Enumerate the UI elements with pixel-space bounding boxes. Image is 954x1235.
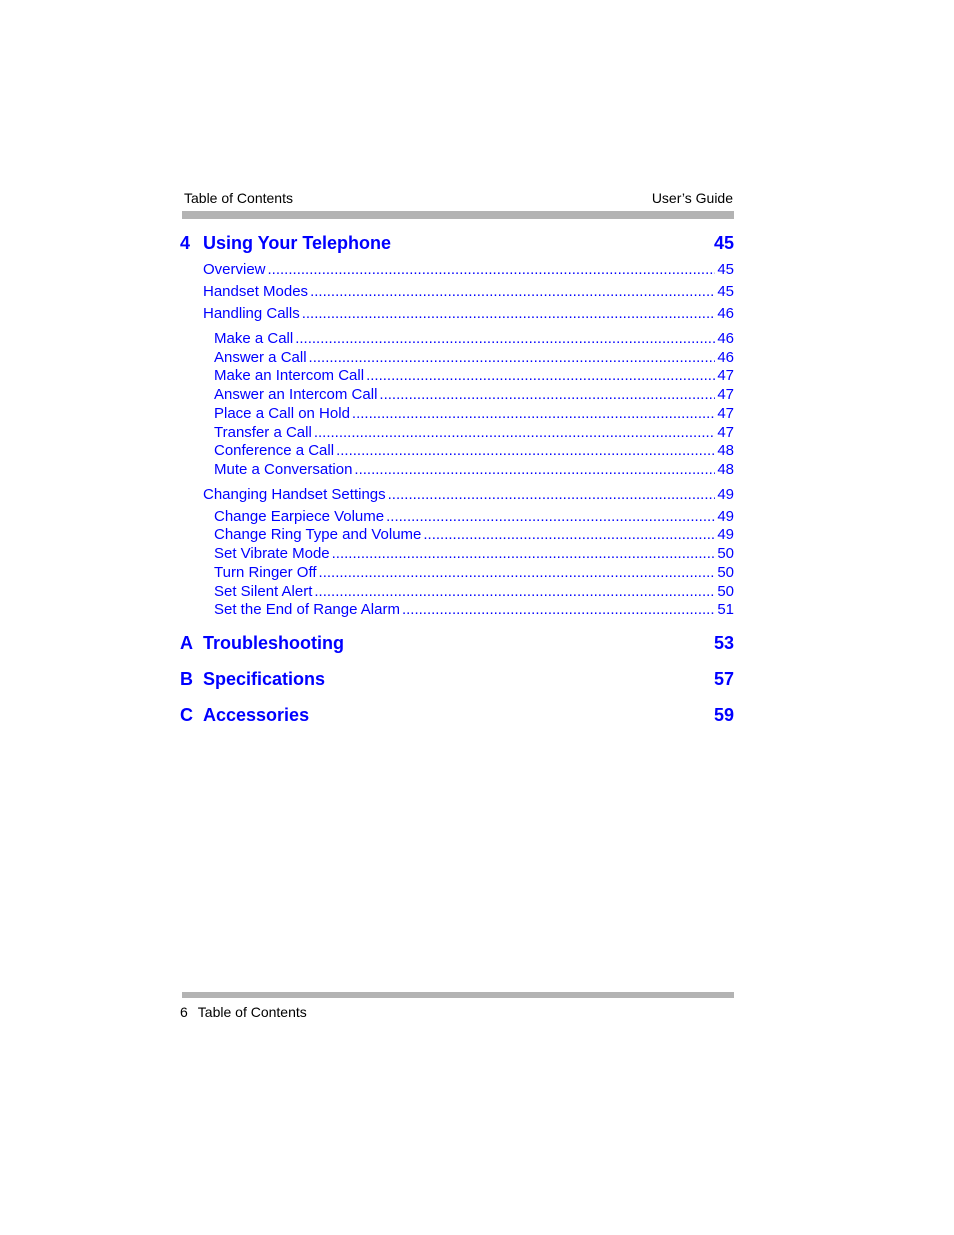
entry-title: Turn Ringer Off xyxy=(214,564,317,581)
entry-title: Conference a Call xyxy=(214,442,335,459)
dot-leader xyxy=(402,601,715,619)
entry-page: 50 xyxy=(717,545,734,562)
dot-leader xyxy=(386,508,715,526)
chapter-title: Troubleshooting xyxy=(203,633,344,653)
toc-entry-conference-a-call[interactable] xyxy=(214,442,734,460)
entry-title: Change Ring Type and Volume xyxy=(214,526,422,543)
toc-entry-change-earpiece-volume[interactable] xyxy=(214,508,734,526)
chapter-page: 53 xyxy=(713,633,734,653)
entry-title: Set the End of Range Alarm xyxy=(214,601,400,618)
dot-leader xyxy=(352,405,715,423)
footer-rule xyxy=(182,992,734,998)
toc-chapter-c[interactable] xyxy=(180,704,734,726)
toc-chapter-a[interactable] xyxy=(180,632,734,654)
toc-entry-transfer-a-call[interactable] xyxy=(214,424,734,442)
entry-title: Changing Handset Settings xyxy=(203,486,386,503)
dot-leader xyxy=(268,261,716,279)
entry-title: Handset Modes xyxy=(203,283,309,300)
dot-leader xyxy=(366,367,715,385)
toc-entry-place-a-call-on-hold[interactable] xyxy=(214,405,734,423)
entry-page: 45 xyxy=(717,283,734,300)
chapter-title: Using Your Telephone xyxy=(203,233,392,253)
toc-entry-overview[interactable] xyxy=(203,261,734,279)
dot-leader xyxy=(295,330,715,348)
entry-title: Mute a Conversation xyxy=(214,461,353,478)
toc-chapter-4[interactable] xyxy=(180,232,734,254)
toc-chapter-b[interactable] xyxy=(180,668,734,690)
running-header-right: User’s Guide xyxy=(651,190,733,206)
entry-title: Handling Calls xyxy=(203,305,300,322)
chapter-page: 59 xyxy=(713,705,734,725)
entry-title: Transfer a Call xyxy=(214,424,312,441)
entry-page: 48 xyxy=(717,442,734,459)
toc-entry-mute-a-conversation[interactable] xyxy=(214,461,734,479)
entry-page: 46 xyxy=(717,349,734,366)
dot-leader xyxy=(309,349,716,367)
toc-entry-set-the-end-of-range-alarm[interactable] xyxy=(214,601,734,619)
toc-entry-turn-ringer-off[interactable] xyxy=(214,564,734,582)
entry-page: 48 xyxy=(717,461,734,478)
chapter-title: Accessories xyxy=(203,705,310,725)
chapter-number: B xyxy=(180,669,193,689)
header-rule xyxy=(182,211,734,219)
dot-leader xyxy=(388,486,716,504)
chapter-number: A xyxy=(180,633,193,653)
entry-page: 47 xyxy=(717,405,734,422)
entry-page: 51 xyxy=(717,601,734,618)
entry-title: Place a Call on Hold xyxy=(214,405,350,422)
entry-page: 49 xyxy=(717,508,734,525)
toc-entry-handset-modes[interactable] xyxy=(203,283,734,301)
toc-entry-set-silent-alert[interactable] xyxy=(214,583,734,601)
entry-page: 47 xyxy=(717,386,734,403)
footer-label: Table of Contents xyxy=(197,1004,307,1020)
running-header-left: Table of Contents xyxy=(184,190,293,206)
chapter-number: 4 xyxy=(180,233,191,253)
dot-leader xyxy=(379,386,715,404)
chapter-number: C xyxy=(180,705,193,725)
entry-page: 49 xyxy=(717,486,734,503)
toc-entry-changing-handset-settings[interactable] xyxy=(203,486,734,504)
entry-page: 46 xyxy=(717,330,734,347)
dot-leader xyxy=(319,564,716,582)
chapter-title: Specifications xyxy=(203,669,326,689)
entry-page: 47 xyxy=(717,424,734,441)
toc-entry-answer-a-call[interactable] xyxy=(214,349,734,367)
entry-title: Overview xyxy=(203,261,266,278)
toc-entry-change-ring-type-and-volume[interactable] xyxy=(214,526,734,544)
toc-entry-handling-calls[interactable] xyxy=(203,305,734,323)
dot-leader xyxy=(423,526,715,544)
entry-page: 50 xyxy=(717,583,734,600)
dot-leader xyxy=(336,442,715,460)
toc-entry-make-an-intercom-call[interactable] xyxy=(214,367,734,385)
toc-entry-make-a-call[interactable] xyxy=(214,330,734,348)
entry-page: 50 xyxy=(717,564,734,581)
entry-title: Set Vibrate Mode xyxy=(214,545,330,562)
entry-title: Answer an Intercom Call xyxy=(214,386,378,403)
entry-title: Make an Intercom Call xyxy=(214,367,365,384)
entry-title: Answer a Call xyxy=(214,349,307,366)
entry-page: 46 xyxy=(717,305,734,322)
entry-page: 47 xyxy=(717,367,734,384)
dot-leader xyxy=(302,305,716,323)
dot-leader xyxy=(354,461,715,479)
entry-page: 45 xyxy=(717,261,734,278)
chapter-page: 57 xyxy=(713,669,734,689)
entry-title: Make a Call xyxy=(214,330,294,347)
entry-title: Change Earpiece Volume xyxy=(214,508,385,525)
dot-leader xyxy=(314,424,716,442)
dot-leader xyxy=(314,583,715,601)
dot-leader xyxy=(332,545,716,563)
toc-entry-answer-an-intercom-call[interactable] xyxy=(214,386,734,404)
toc-entry-set-vibrate-mode[interactable] xyxy=(214,545,734,563)
entry-page: 49 xyxy=(717,526,734,543)
chapter-page: 45 xyxy=(713,233,734,253)
page-number: 6 xyxy=(180,1004,188,1020)
entry-title: Set Silent Alert xyxy=(214,583,313,600)
page-footer xyxy=(180,1004,307,1020)
dot-leader xyxy=(310,283,715,301)
